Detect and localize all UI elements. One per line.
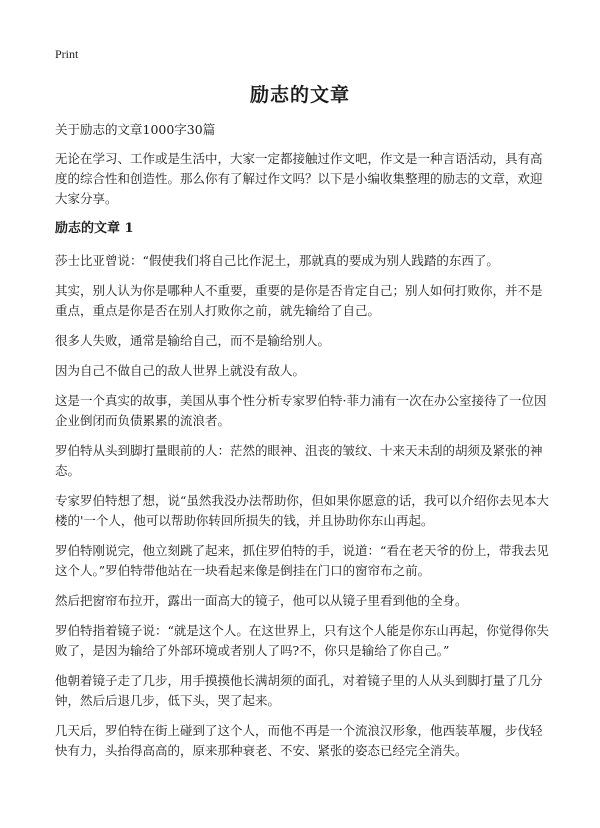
paragraph: 然后把窗帘布拉开，露出一面高大的镜子，他可以从镜子里看到他的全身。	[55, 593, 468, 608]
article-subtitle: 关于励志的文章1000字30篇	[55, 122, 216, 137]
print-link[interactable]: Print	[55, 47, 79, 61]
paragraph: 莎士比亚曾说：“假使我们将自己比作泥土，那就真的要成为别人践踏的东西了。	[55, 253, 499, 268]
intro-paragraph: 无论在学习、工作或是生活中，大家一定都接触过作文吧，作文是一种言语活动，具有高度的综合性和创造性。那么你有了解过作文吗？以下是小编收集整理的励志的文章，欢迎大家分享。	[55, 151, 543, 206]
paragraph: 罗伯特指着镜子说：“就是这个人。在这世界上，只有这个人能是你东山再起，你觉得你失败了，是因为输给了外部环境或者别人了吗?不，你只是输给了你自己。”	[55, 623, 549, 658]
paragraph: 这是一个真实的故事，美国从事个性分析专家罗伯特·菲力浦有一次在办公室接待了一位因企业倒闭而负债累累的流浪者。	[55, 393, 547, 428]
page-title: 励志的文章	[249, 84, 350, 106]
paragraph: 因为自己不做自己的敌人世界上就没有敌人。	[55, 363, 306, 378]
paragraph: 罗伯特刚说完，他立刻跳了起来，抓住罗伯特的手，说道：“看在老天爷的份上，带我去见这个人。”罗伯特带他站在一块看起来像是倒挂在门口的窗帘布之前。	[55, 543, 549, 578]
article-body	[55, 121, 553, 771]
paragraph: 专家罗伯特想了想，说“虽然我没办法帮助你，但如果你愿意的话，我可以介绍你去见本大楼的'一个人，他可以帮助你转回所损失的钱，并且协助你东山再起。	[55, 493, 549, 528]
paragraph: 罗伯特从头到脚打量眼前的人：茫然的眼神、沮丧的皱纹、十来天未刮的胡须及紧张的神态。	[55, 443, 543, 478]
paragraph: 很多人失败，通常是输给自己，而不是输给别人。	[55, 333, 331, 348]
paragraph: 其实，别人认为你是哪种人不重要，重要的是你是否肯定自己；别人如何打败你，并不是重点，重点是你是否在别人打败你之前，就先输给了自己。	[55, 283, 543, 318]
paragraph: 几天后，罗伯特在街上碰到了这个人，而他不再是一个流浪汉形象，他西装革履，步伐轻快有力，头抬得高高的，原来那种衰老、不安、紧张的姿态已经完全消失。	[55, 723, 543, 758]
paragraph: 他朝着镜子走了几步，用手摸摸他长满胡须的面孔，对着镜子里的人从头到脚打量了几分钟，然后后退几步，低下头，哭了起来。	[55, 673, 543, 708]
section-heading: 励志的文章 1	[55, 221, 134, 236]
